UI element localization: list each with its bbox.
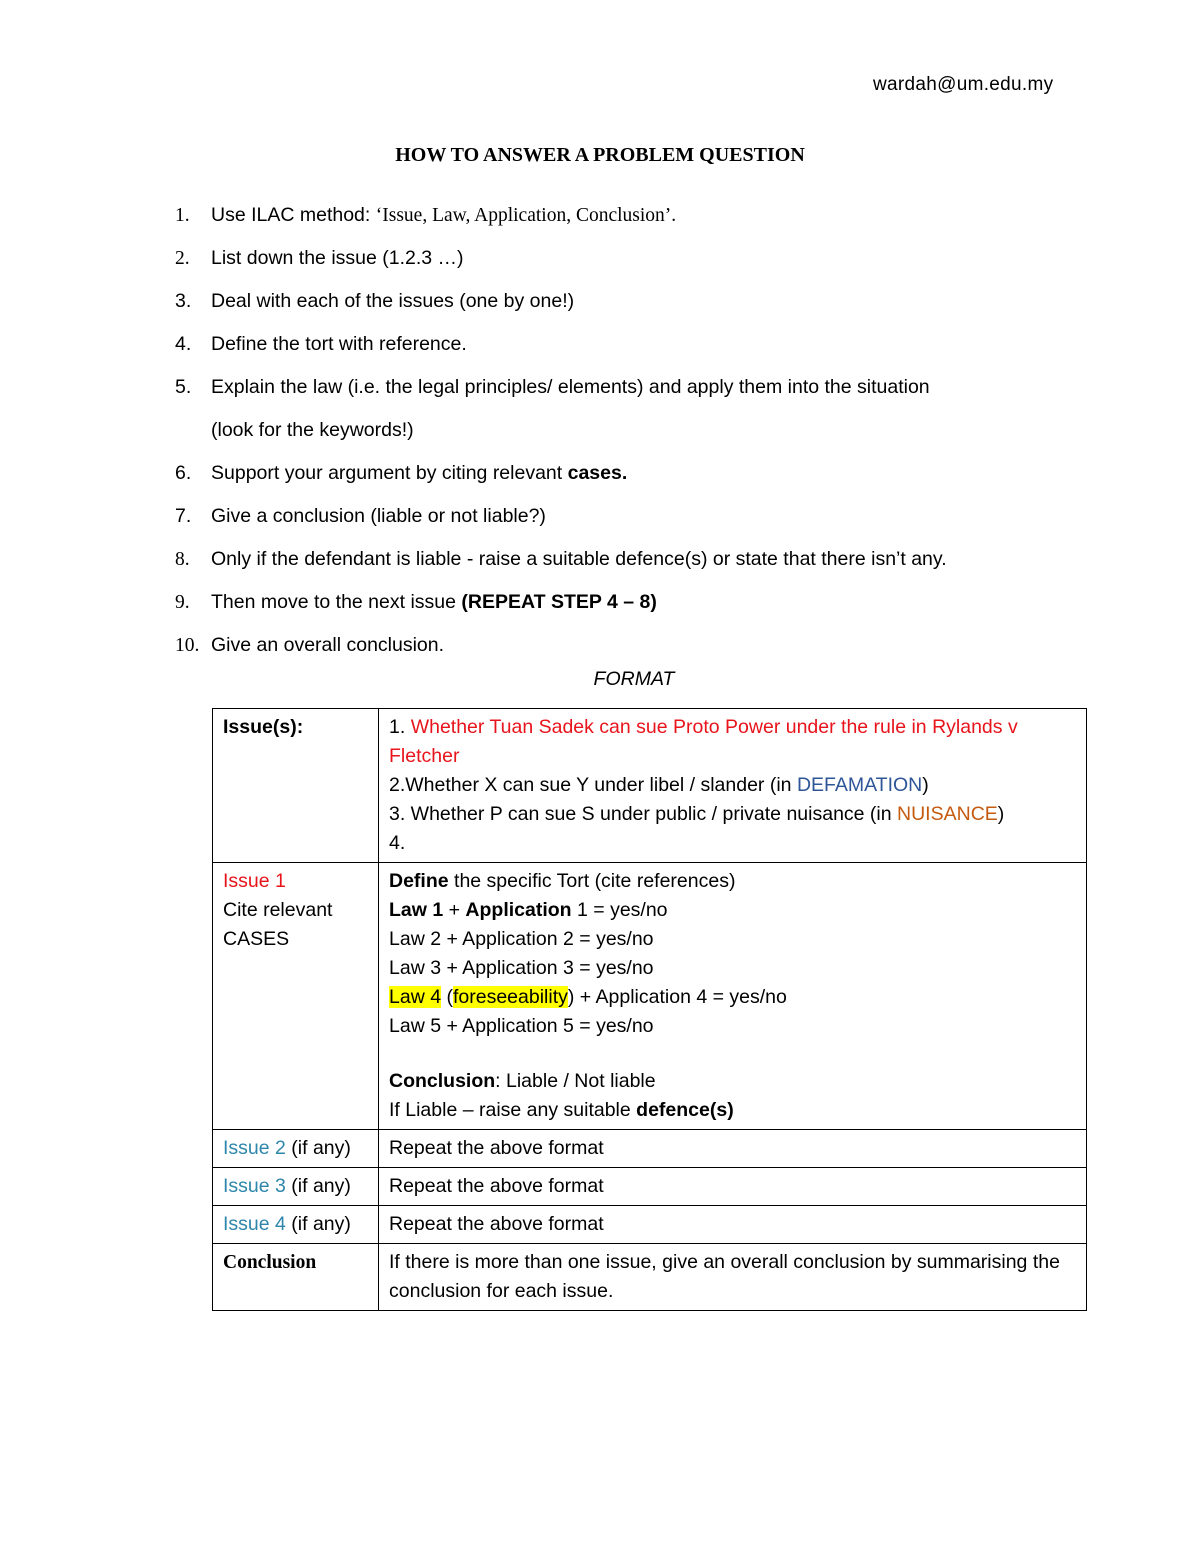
step-text: Give an overall conclusion.: [211, 634, 445, 656]
law-4-result: ) + Application 4 = yes/no: [567, 986, 787, 1008]
application-bold: Application: [465, 899, 572, 921]
issue-2-cell: [213, 1130, 379, 1168]
nuisance-keyword: NUISANCE: [897, 803, 998, 825]
issue-1-content-cell: [379, 863, 1087, 1130]
table-row: [213, 709, 1087, 863]
issue-1-cell: [213, 863, 379, 1130]
defence-bold: defence(s): [636, 1099, 734, 1121]
conclusion-header-cell: Conclusion: [213, 1244, 379, 1311]
issue-2-label: Issue 2: [223, 1137, 286, 1159]
list-item: [175, 194, 1060, 237]
issue-line-3: [389, 800, 1076, 829]
step-number: 3.: [175, 290, 192, 312]
issue-3-label: Issue 3: [223, 1175, 286, 1197]
issue-number: 1.: [389, 716, 411, 738]
step-text: Support your argument by citing relevant: [211, 462, 568, 484]
step-number: 9.: [175, 592, 190, 613]
issue-3-text: 3. Whether P can sue S under public / private nuisance (in: [389, 803, 898, 825]
define-bold: Define: [389, 870, 449, 892]
issue-4-content-cell: Repeat the above format: [379, 1206, 1087, 1244]
step-text-continued: (look for the keywords!): [211, 419, 414, 441]
list-item: [175, 237, 1060, 280]
issues-header-cell: Issue(s):: [213, 709, 379, 863]
issue-2-close: ): [922, 774, 929, 796]
table-row: [213, 863, 1087, 1130]
issue-line-2: [389, 771, 1076, 800]
law-4-line: [389, 983, 1076, 1012]
foreseeability-highlight: foreseeability: [452, 986, 568, 1008]
list-item: [175, 280, 1060, 323]
list-item: [175, 624, 1060, 667]
conclusion-bold: Conclusion: [389, 1070, 496, 1092]
law-2-line: Law 2 + Application 2 = yes/no: [389, 928, 654, 950]
if-liable-line: [389, 1096, 1076, 1125]
step-bold-text: (REPEAT STEP 4 – 8): [461, 591, 657, 613]
issue-3-cell: [213, 1168, 379, 1206]
step-number: 4.: [175, 333, 192, 355]
law-5-line: Law 5 + Application 5 = yes/no: [389, 1015, 654, 1037]
format-heading: FORMAT: [593, 668, 675, 690]
page-title: HOW TO ANSWER A PROBLEM QUESTION: [395, 144, 805, 166]
list-item: [175, 366, 1060, 452]
author-email: wardah@um.edu.my: [873, 74, 1054, 95]
spacer: [389, 1041, 1076, 1067]
step-text: Deal with each of the issues (one by one!): [211, 290, 575, 312]
issue-line-4: 4.: [389, 832, 406, 854]
if-any-label: (if any): [285, 1175, 351, 1197]
step-quote: ‘Issue, Law, Application, Conclusion’.: [375, 205, 677, 226]
list-item: [175, 495, 1060, 538]
list-item: [175, 323, 1060, 366]
issue-4-cell: [213, 1206, 379, 1244]
step-text: Only if the defendant is liable - raise a suitable defence(s) or state that there isn’t any.: [211, 548, 947, 570]
step-number: 8.: [175, 549, 190, 570]
step-text: Give a conclusion (liable or not liable?): [211, 505, 546, 527]
issue-2-text: 2.Whether X can sue Y under libel / slander (in: [389, 774, 797, 796]
if-liable-text: If Liable – raise any suitable: [389, 1099, 637, 1121]
table-row: [213, 1130, 1087, 1168]
table-row: [213, 1244, 1087, 1311]
table-row: [213, 1168, 1087, 1206]
step-number: 6.: [175, 462, 192, 484]
table-row: [213, 1206, 1087, 1244]
conclusion-content-cell: If there is more than one issue, give an overall conclusion by summarising the conclusion for each issue.: [379, 1244, 1087, 1311]
issue-3-close: ): [997, 803, 1005, 825]
conclusion-line: [389, 1067, 1076, 1096]
format-table: [212, 708, 1087, 1311]
if-any-label: (if any): [285, 1137, 351, 1159]
step-number: 7.: [175, 505, 192, 527]
step-number: 10.: [175, 635, 200, 656]
step-number: 1.: [175, 205, 190, 226]
step-number: 5.: [175, 376, 192, 398]
steps-list: [175, 194, 1060, 667]
define-text: the specific Tort (cite references): [448, 870, 736, 892]
law-3-line: Law 3 + Application 3 = yes/no: [389, 957, 654, 979]
issue-line-1: [389, 713, 1076, 771]
conclusion-text: : Liable / Not liable: [495, 1070, 656, 1092]
step-text: Then move to the next issue: [211, 591, 462, 613]
issue-2-content-cell: Repeat the above format: [379, 1130, 1087, 1168]
step-text: Define the tort with reference.: [211, 333, 467, 355]
step-text: List down the issue (1.2.3 …): [211, 247, 464, 269]
issues-list-cell: [379, 709, 1087, 863]
issue-1-label: Issue 1: [223, 870, 286, 892]
law-4-highlight: Law 4: [389, 986, 442, 1008]
defamation-keyword: DEFAMATION: [796, 774, 923, 796]
list-item: [175, 452, 1060, 495]
law-1-line: [389, 896, 1076, 925]
issue-4-label: Issue 4: [223, 1213, 286, 1235]
open-paren: (: [441, 986, 453, 1008]
define-line: [389, 867, 1076, 896]
step-text: Explain the law (i.e. the legal principles/ elements) and apply them into the situation: [211, 376, 930, 398]
step-text: Use ILAC method:: [211, 204, 376, 226]
if-any-label: (if any): [285, 1213, 351, 1235]
plus-sign: +: [443, 899, 466, 921]
list-item: [175, 538, 1060, 581]
step-number: 2.: [175, 248, 190, 269]
law-1-bold: Law 1: [389, 899, 444, 921]
list-item: [175, 581, 1060, 624]
issue-1-text: Whether Tuan Sadek can sue Proto Power under the rule in Rylands v Fletcher: [389, 716, 1018, 767]
cite-label: Cite relevant: [223, 899, 333, 921]
law-1-result: 1 = yes/no: [571, 899, 668, 921]
cases-label: CASES: [223, 928, 290, 950]
step-bold-text: cases.: [567, 462, 628, 484]
issue-3-content-cell: Repeat the above format: [379, 1168, 1087, 1206]
